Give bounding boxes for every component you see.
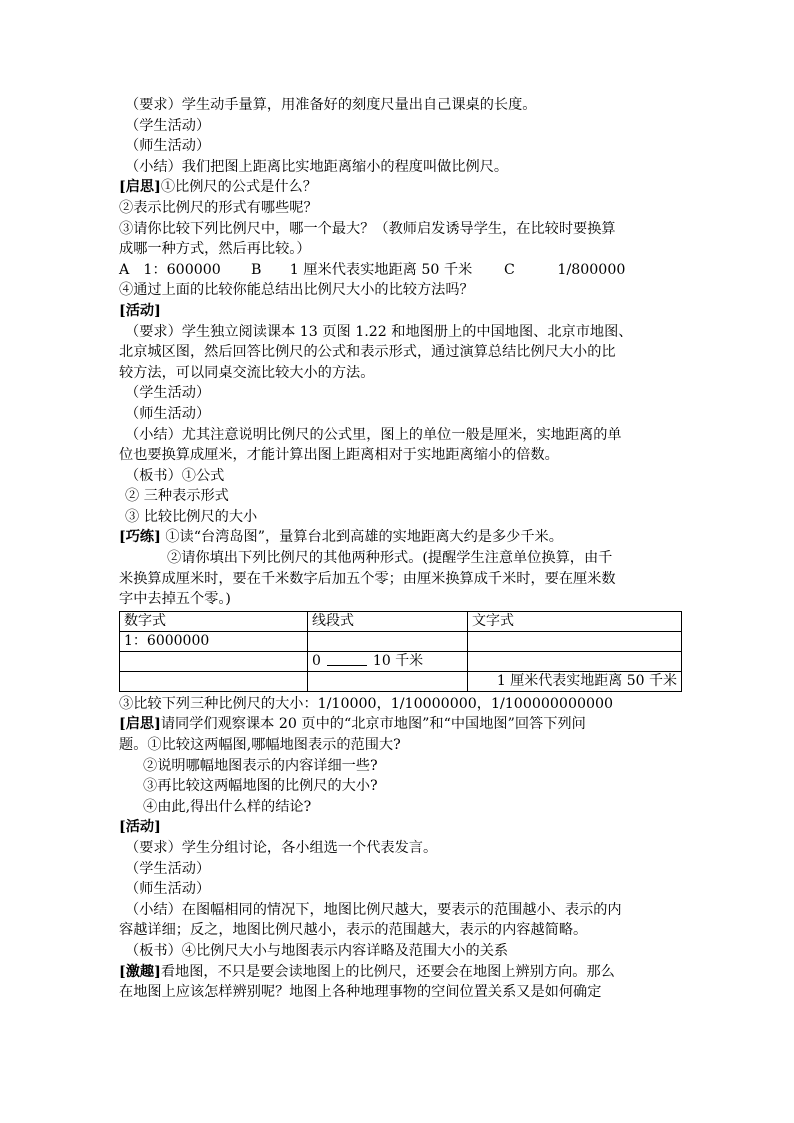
- table-row: [120, 651, 682, 671]
- cell-empty: [468, 631, 682, 651]
- cell-empty: [308, 671, 468, 691]
- cell-numeric-value: 1：6000000: [120, 631, 308, 651]
- cell-empty: [468, 651, 682, 671]
- inspire2-line-1: [启思]请同学们观察课本 20 页中的“北京市地图”和“中国地图”回答下列问: [119, 716, 586, 733]
- table-row: [120, 671, 682, 691]
- cell-text-value: 1 厘米代表实地距离 50 千米: [468, 671, 682, 691]
- activity-requirement-line-2: 北京城区图，然后回答比例尺的公式和表示形式，通过演算总结比例尺大小的比: [119, 344, 616, 361]
- table-row: [120, 631, 682, 651]
- group-requirement-line: （要求）学生分组讨论，各小组选一个代表发言。: [125, 840, 438, 856]
- inspire-question-4: ④通过上面的比较你能总结出比例尺大小的比较方法吗？: [119, 282, 474, 299]
- summary-line: （小结）我们把图上距离比实地距离缩小的程度叫做比例尺。: [125, 158, 509, 175]
- table-header-row: [120, 611, 682, 631]
- scale-options: [119, 260, 681, 281]
- board-note-2: ② 三种表示形式: [125, 488, 229, 505]
- board-note-4: （板书）④比例尺大小与地图表示内容详略及范围大小的关系: [125, 942, 509, 959]
- cell-empty: [308, 631, 468, 651]
- activity-requirement-line-3: 较方法，可以同桌交流比较大小的方法。: [119, 364, 375, 381]
- requirement-line: （要求）学生动手量算，用准备好的刻度尺量出自己课桌的长度。: [125, 97, 537, 113]
- inspire2-line-3: ②说明哪幅地图表示的内容详细一些?: [143, 757, 378, 774]
- board-note-1: （板书）①公式: [125, 467, 225, 484]
- section-tag-inspire: [启思]: [119, 716, 161, 733]
- teacher-student-activity-line: （师生活动）: [125, 138, 211, 155]
- inspire2-line-5: ④由此,得出什么样的结论?: [143, 798, 312, 815]
- summary2-line-2: 容越详细；反之，地图比例尺越小，表示的范围越大，表示的内容越简略。: [119, 922, 588, 939]
- practice-line-2: ②请你填出下列比例尺的其他两种形式。(提醒学生注意单位换算，由千: [167, 550, 613, 567]
- practice-line-4: 字中去掉五个零。): [119, 591, 231, 608]
- option-a: A 1：600000: [119, 261, 221, 278]
- student-activity-line: （学生活动）: [125, 117, 211, 134]
- practice-line-3: 米换算成厘米时，要在千米数字后加五个零；由厘米换算成千米时，要在厘米数: [119, 570, 616, 587]
- interest-line-2: 在地图上应该怎样辨别呢？地图上各种地理事物的空间位置关系又是如何确定: [119, 984, 602, 1001]
- summary-line-1: （小结）尤其注意说明比例尺的公式里，图上的单位一般是厘米，实地距离的单: [125, 426, 622, 443]
- inspire-question-3-cont: 成哪一种方式，然后再比较。）: [119, 241, 311, 258]
- section-tag-practice: [巧练]: [119, 529, 161, 546]
- section-tag-interest: [激趣]: [119, 963, 161, 980]
- scale-bar: [327, 655, 367, 666]
- inspire-question-3: ③请你比较下列比例尺中，哪一个最大？（教师启发诱导学生，在比较时要换算: [119, 220, 616, 237]
- inspire-question-1: [启思]①比例尺的公式是什么？: [119, 179, 317, 196]
- board-note-3: ③ 比较比例尺的大小: [125, 508, 258, 525]
- teacher-student-activity-line: （师生活动）: [125, 405, 211, 422]
- section-tag-activity: [活动]: [119, 819, 161, 836]
- header-numeric: 数字式: [120, 611, 308, 631]
- cell-empty: [120, 651, 308, 671]
- section-tag-activity: [活动]: [119, 302, 161, 319]
- practice-line-1: [巧练] ①读“台湾岛图”，量算台北到高雄的实地距离大约是多少千米。: [119, 529, 563, 546]
- cell-line-scale: 0 10 千米: [308, 651, 468, 671]
- interest-line-1: [激趣]看地图，不只是要会读地图上的比例尺，还要会在地图上辨别方向。那么: [119, 963, 615, 980]
- compare-scales-line: ③比较下列三种比例尺的大小：1/10000，1/10000000，1/100000000000: [119, 695, 614, 712]
- summary2-line-1: （小结）在图幅相同的情况下，地图比例尺越大，要表示的范围越小、表示的内: [125, 901, 622, 918]
- inspire2-line-4: ③再比较这两幅地图的比例尺的大小?: [143, 778, 378, 795]
- student-activity-line: （学生活动）: [125, 860, 211, 877]
- header-text: 文字式: [468, 611, 682, 631]
- cell-empty: [120, 671, 308, 691]
- activity-requirement-line-1: （要求）学生独立阅读课本 13 页图 1.22 和地图册上的中国地图、北京市地图、: [125, 323, 633, 340]
- section-tag-inspire: [启思]: [119, 179, 161, 196]
- inspire2-line-2: 题。①比较这两幅图,哪幅地图表示的范围大?: [119, 737, 401, 754]
- student-activity-line: （学生活动）: [125, 385, 211, 402]
- option-c: C 1/800000: [504, 261, 626, 278]
- document-body: [119, 95, 681, 1003]
- scale-forms-table: [119, 611, 682, 692]
- inspire-question-2: ②表示比例尺的形式有哪些呢？: [119, 199, 318, 216]
- teacher-student-activity-line: （师生活动）: [125, 881, 211, 898]
- summary-line-2: 位也要换算成厘米，才能计算出图上距离相对于实地距离缩小的倍数。: [119, 447, 559, 464]
- option-b: B 1 厘米代表实地距离 50 千米: [251, 261, 473, 278]
- header-line: 线段式: [308, 611, 468, 631]
